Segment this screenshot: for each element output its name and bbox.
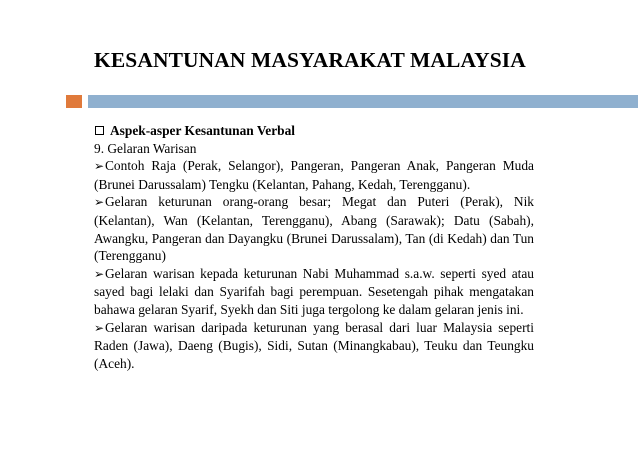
subheading <box>94 122 534 140</box>
arrow-bullet-icon: ➢ <box>94 320 105 335</box>
slide-content <box>94 122 534 372</box>
checkbox-icon <box>95 126 104 135</box>
bullet-list <box>94 157 534 372</box>
bullet-item <box>94 193 534 264</box>
subheading-text: Aspek-asper Kesantunan Verbal <box>110 123 296 138</box>
arrow-bullet-icon: ➢ <box>94 266 105 281</box>
divider-accent-blue <box>88 95 638 108</box>
bullet-text: Gelaran warisan kepada keturunan Nabi Muhammad s.a.w. seperti syed atau sayed bagi lelaki dan Syarifah bagi perempuan. Sesetengah pihak mengatakan bahawa gelaran Syarif, Syekh dan Siti juga tergolong ke dalam gelaran jenis ini. <box>94 265 534 317</box>
title-divider <box>0 95 638 109</box>
bullet-text: Contoh Raja (Perak, Selangor), Pangeran, Pangeran Anak, Pangeran Muda (Brunei Darussalam) Tengku (Kelantan, Pahang, Kedah, Terengganu). <box>94 158 534 192</box>
bullet-item <box>94 319 534 373</box>
bullet-item <box>94 157 534 193</box>
arrow-bullet-icon: ➢ <box>94 159 105 174</box>
bullet-text: Gelaran warisan daripada keturunan yang berasal dari luar Malaysia seperti Raden (Jawa), Daeng (Bugis), Sidi, Sutan (Minangkabau), Teuku dan Teungku (Aceh). <box>94 319 534 371</box>
arrow-bullet-icon: ➢ <box>94 195 105 210</box>
bullet-text: Gelaran keturunan orang-orang besar; Megat dan Puteri (Perak), Nik (Kelantan), Wan (Kelantan, Terengganu), Abang (Sarawak); Datu (Sabah), Awangku, Pangeran dan Dayangku (Brunei Darussalam), Tan (di Kedah) dan Tun (Terengganu) <box>94 194 534 264</box>
slide-title: KESANTUNAN MASYARAKAT MALAYSIA <box>94 48 526 72</box>
section-label: 9. Gelaran Warisan <box>94 140 197 156</box>
bullet-item <box>94 265 534 319</box>
divider-accent-orange <box>66 95 82 108</box>
